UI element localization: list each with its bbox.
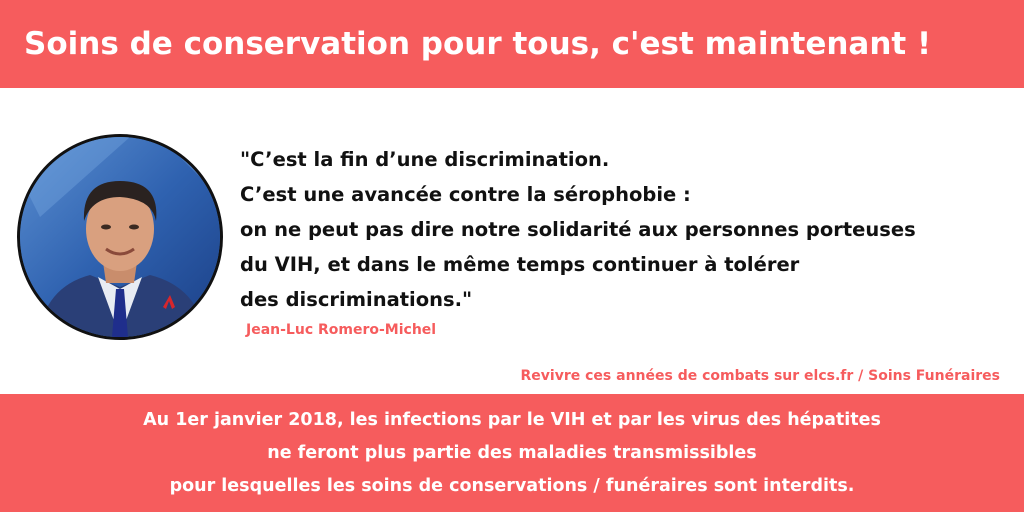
footer-line: pour lesquelles les soins de conservations / funéraires sont interdits. [169, 476, 855, 496]
speaker-portrait [17, 134, 223, 340]
footer-line: Au 1er janvier 2018, les infections par le VIH et par les virus des hépatites [143, 410, 881, 430]
quote-line: "C’est la fin d’une discrimination. [240, 148, 610, 171]
quote-line: on ne peut pas dire notre solidarité aux personnes porteuses [240, 218, 916, 241]
headline: Soins de conservation pour tous, c'est maintenant ! [24, 26, 932, 62]
portrait-illustration [20, 137, 220, 337]
quote-line: du VIH, et dans le même temps continuer à tolérer [240, 253, 800, 276]
source-link[interactable]: Revivre ces années de combats sur elcs.fr / Soins Funéraires [520, 368, 1000, 384]
quote-author: Jean-Luc Romero-Michel [246, 322, 437, 338]
footer-line: ne feront plus partie des maladies transmissibles [267, 443, 757, 463]
quote-line: des discriminations." [240, 288, 473, 311]
quote-line: C’est une avancée contre la sérophobie : [240, 183, 691, 206]
footer-info [0, 404, 1024, 503]
quote-block [240, 142, 1000, 317]
